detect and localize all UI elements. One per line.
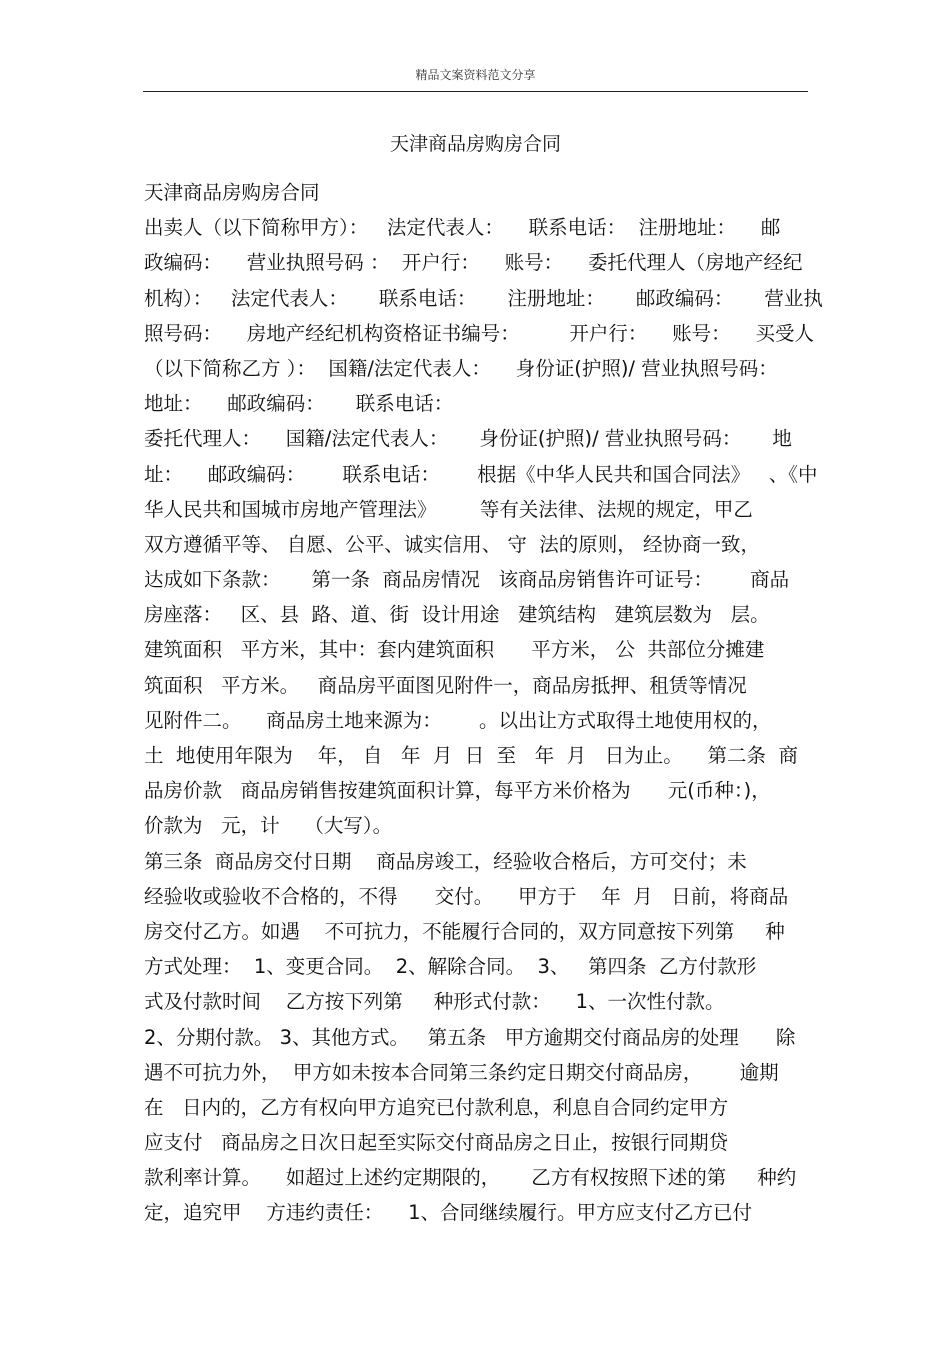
- body-line: 达成如下条款： 第一条 商品房情况 该商品房销售许可证号： 商品: [144, 568, 790, 592]
- body-line: 华人民共和国城市房地产管理法》 等有关法律、法规的规定，甲乙: [144, 497, 753, 521]
- body-line: 天津商品房购房合同: [144, 181, 320, 204]
- body-line: 土 地使用年限为 年， 自 年 月 日 至 年 月 日为止。 第二条 商: [144, 744, 798, 767]
- body-line: 定，追究甲 方违约责任： 1、合同继续履行。甲方应支付乙方已付: [144, 1201, 752, 1225]
- body-line: 房座落： 区、县 路、道、街 设计用途 建筑结构 建筑层数为 层。: [144, 603, 770, 627]
- body-line: 遇不可抗力外， 甲方如未按本合同第三条约定日期交付商品房， 逾期: [144, 1060, 779, 1084]
- body-line: 见附件二。 商品房土地来源为： 。以出让方式取得土地使用权的，: [144, 708, 772, 732]
- body-line: 方式处理： 1、变更合同。 2、解除合同。 3、 第四条 乙方付款形: [144, 955, 757, 979]
- body-line: 政编码： 营业执照号码 ： 开户行： 账号： 委托代理人（房地产经纪: [144, 251, 803, 275]
- header-divider: [143, 91, 808, 92]
- page-header: 精品文案资料范文分享: [415, 68, 536, 82]
- body-line: 品房价款 商品房销售按建筑面积计算，每平方米价格为 元(币种：)，: [144, 779, 771, 803]
- body-line: （以下简称乙方 ）： 国籍/法定代表人： 身份证(护照)/ 营业执照号码：: [144, 356, 778, 380]
- body-line: 房交付乙方。如遇 不可抗力，不能履行合同的，双方同意按下列第 种: [144, 919, 785, 943]
- body-line: 建筑面积 平方米，其中：套内建筑面积 平方米， 公 共部位分摊建: [144, 638, 765, 662]
- contract-body: [144, 175, 824, 1231]
- body-line: 2、分期付款。 3、其他方式。 第五条 甲方逾期交付商品房的处理 除: [144, 1025, 796, 1049]
- document-title: 天津商品房购房合同: [389, 133, 561, 155]
- body-line: 式及付款时间 乙方按下列第 种形式付款： 1、一次性付款。: [144, 990, 725, 1014]
- body-line: 照号码： 房地产经纪机构资格证书编号： 开户行： 账号： 买受人: [144, 321, 814, 345]
- body-line: 地址： 邮政编码： 联系电话：: [144, 392, 454, 416]
- body-line: 应支付 商品房之日次日起至实际交付商品房之日止，按银行同期贷: [144, 1131, 729, 1155]
- body-line: 款利率计算。 如超过上述约定期限的， 乙方有权按照下述的第 种约: [144, 1166, 797, 1190]
- body-line: 筑面积 平方米。 商品房平面图见附件一，商品房抵押、租赁等情况: [144, 673, 747, 697]
- body-line: 经验收或验收不合格的，不得 交付。 甲方于 年 月 日前，将商品: [144, 884, 789, 908]
- body-line: 价款为 元，计 （大写）。: [144, 814, 393, 838]
- body-line: 在 日内的，乙方有权向甲方追究已付款利息，利息自合同约定甲方: [144, 1095, 729, 1119]
- body-line: 址： 邮政编码： 联系电话： 根据《中华人民共和国合同法》 、《中: [144, 462, 818, 486]
- body-line: 双方遵循平等、 自愿、公平、诚实信用、 守 法的原则， 经协商一致，: [144, 532, 760, 556]
- body-line: 委托代理人： 国籍/法定代表人： 身份证(护照)/ 营业执照号码： 地: [144, 427, 792, 451]
- body-line: 出卖人（以下简称甲方）： 法定代表人： 联系电话： 注册地址： 邮: [144, 216, 781, 240]
- body-line: 第三条 商品房交付日期 商品房竣工，经验收合格后，方可交付；未: [144, 849, 747, 873]
- body-line: 机构）： 法定代表人： 联系电话： 注册地址： 邮政编码： 营业执: [144, 286, 823, 310]
